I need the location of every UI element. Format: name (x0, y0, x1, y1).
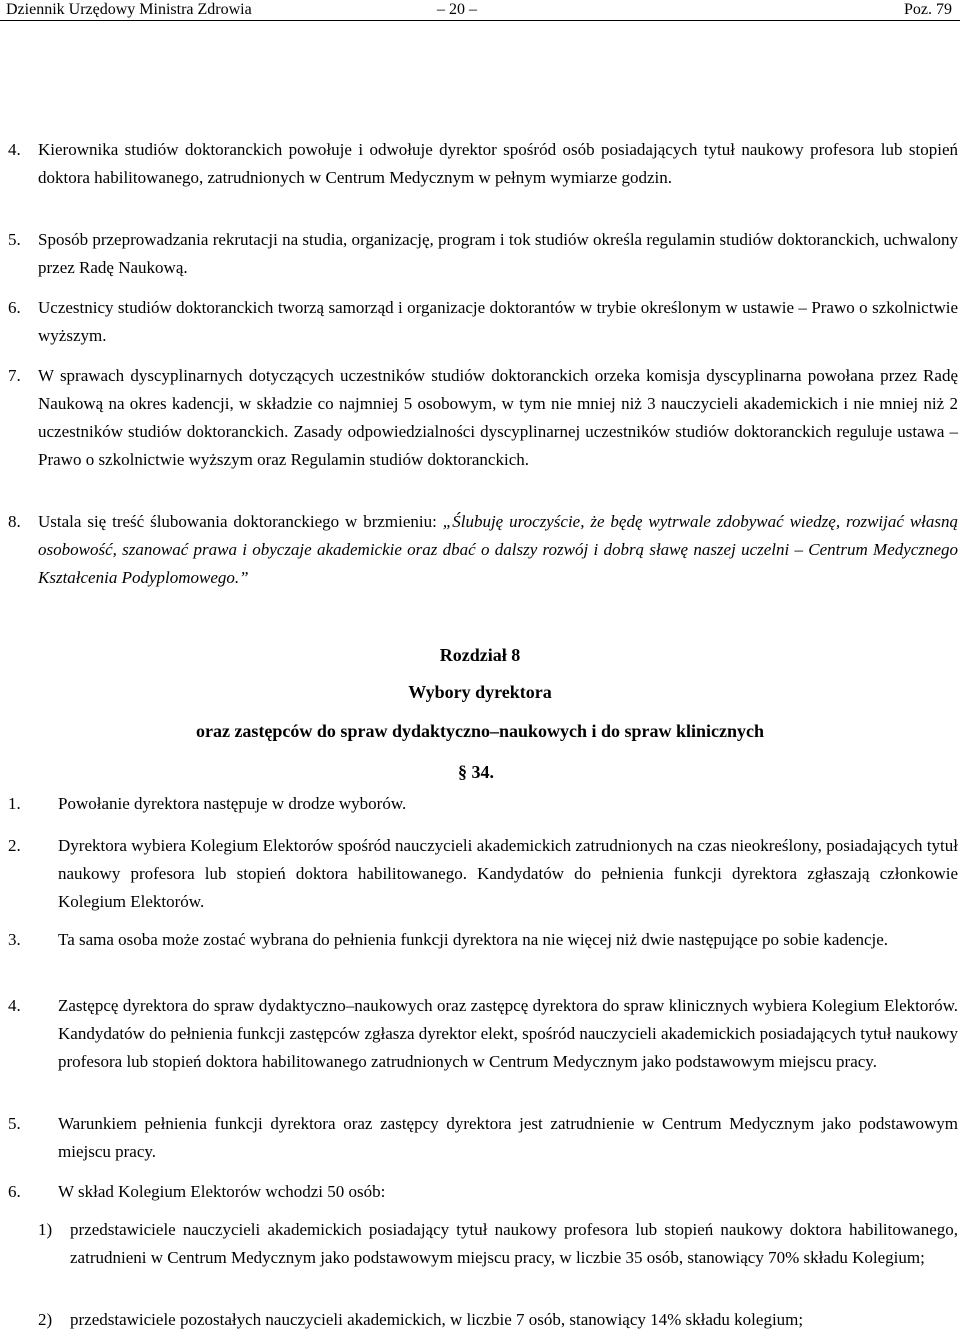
paragraph-number: 1. (8, 794, 21, 813)
chapter-subtitle-1: Wybory dyrektora (408, 682, 552, 702)
page-header (0, 0, 960, 21)
paragraph-text: Ta sama osoba może zostać wybrana do pełnienia funkcji dyrektora na nie więcej niż dwie następujące po sobie kadencje. (58, 930, 889, 949)
section-symbol: § 34. (458, 762, 494, 782)
paragraph-number: 8. (8, 512, 21, 531)
section-paragraph-1 (8, 790, 958, 818)
paragraph-number: 6. (8, 298, 21, 317)
paragraph-text: Kierownika studiów doktoranckich powołuje i odwołuje dyrektor spośród osób posiadających tytuł naukowy profesora lub stopień doktora habilitowanego, zatrudnionych w Centrum Medycznym w pełnym wymiarze godzin. (38, 140, 958, 187)
section-paragraph-4 (8, 992, 958, 1076)
oath-text: „Ślubuję uroczyście, że będę wytrwale zdobywać wiedzę, rozwijać własną osobowość, szanować prawa i obyczaje akademickie oraz dbać o dalszy rozwój i dobrą sławę naszej uczelni – Centrum Medycznego Kształcenia Podyplomowego.” (38, 512, 958, 587)
paragraph-4 (8, 136, 958, 192)
list-number: 1) (38, 1220, 53, 1239)
paragraph-text: Powołanie dyrektora następuje w drodze wyborów. (58, 794, 407, 813)
page-number: – 20 – (437, 1, 477, 18)
paragraph-text: Uczestnicy studiów doktoranckich tworzą samorząd i organizacje doktorantów w trybie określonym w ustawie – Prawo o szkolnictwie wyższym. (38, 298, 958, 345)
paragraph-number: 4. (8, 140, 21, 159)
list-item-2 (8, 1306, 958, 1334)
item-position: Poz. 79 (904, 1, 952, 18)
chapter-subtitle-2: oraz zastępców do spraw dydaktyczno–naukowych i do spraw klinicznych (195, 721, 765, 741)
section-paragraph-5 (8, 1110, 958, 1166)
list-item-1 (8, 1216, 958, 1272)
paragraph-number: 5. (8, 1114, 21, 1133)
paragraph-number: 5. (8, 230, 21, 249)
list-text: przedstawiciele pozostałych nauczycieli akademickich, w liczbie 7 osób, stanowiący 14% składu kolegium; (70, 1310, 804, 1329)
paragraph-8-oath (8, 508, 958, 592)
paragraph-text: W sprawach dyscyplinarnych dotyczących uczestników studiów doktoranckich orzeka komisja dyscyplinarna powołana przez Radę Naukową na okres kadencji, w składzie co najmniej 5 osobowym, w tym nie mniej niż 3 nauczycieli akademickich i nie mniej niż 2 uczestników studiów doktoranckich. Zasady odpowiedzialności dyscyplinarnej uczestników studiów doktoranckich reguluje ustawa – Prawo o szkolnictwie wyższym oraz Regulamin studiów doktoranckich. (38, 366, 958, 469)
list-number: 2) (38, 1310, 53, 1329)
section-paragraph-2 (8, 832, 958, 916)
paragraph-number: 4. (8, 996, 21, 1015)
paragraph-6 (8, 294, 958, 350)
list-text: przedstawiciele nauczycieli akademickich posiadający tytuł naukowy profesora lub stopień naukowy doktora habilitowanego, zatrudnieni w Centrum Medycznym jako podstawowym miejscu pracy, w liczbie 35 osób, stanowiący 70% składu Kolegium; (70, 1220, 958, 1267)
paragraph-text (8, 508, 958, 592)
paragraph-number: 2. (8, 836, 21, 855)
chapter-title: Rozdział 8 (439, 645, 521, 665)
paragraph-number: 7. (8, 366, 21, 385)
section-paragraph-3 (8, 926, 958, 954)
paragraph-text: W skład Kolegium Elektorów wchodzi 50 osób: (58, 1182, 386, 1201)
paragraph-5 (8, 226, 958, 282)
section-paragraph-6 (8, 1178, 958, 1206)
paragraph-text: Dyrektora wybiera Kolegium Elektorów spośród nauczycieli akademickich zatrudnionych na czas nieokreślony, posiadających tytuł naukowy profesora lub stopień doktora habilitowanego. Kandydatów do pełnienia funkcji dyrektora zgłaszają członkowie Kolegium Elektorów. (58, 836, 958, 911)
paragraph-text: Zastępcę dyrektora do spraw dydaktyczno–naukowych oraz zastępcę dyrektora do spraw klinicznych wybiera Kolegium Elektorów. Kandydatów do pełnienia funkcji zastępców zgłasza dyrektor elekt, spośród nauczycieli akademickich posiadających tytuł naukowy profesora lub stopień doktora habilitowanego zatrudnionych w Centrum Medycznym jako podstawowym miejscu pracy. (58, 996, 958, 1071)
paragraph-7 (8, 362, 958, 474)
oath-intro: Ustala się treść ślubowania doktoranckiego w brzmieniu: (38, 512, 443, 531)
paragraph-number: 6. (8, 1182, 21, 1201)
paragraph-number: 3. (8, 930, 21, 949)
paragraph-text: Warunkiem pełnienia funkcji dyrektora oraz zastępcy dyrektora jest zatrudnienie w Centrum Medycznym jako podstawowym miejscu pracy. (58, 1114, 958, 1161)
paragraph-text: Sposób przeprowadzania rekrutacji na studia, organizację, program i tok studiów określa regulamin studiów doktoranckich, uchwalony przez Radę Naukową. (38, 230, 958, 277)
journal-title: Dziennik Urzędowy Ministra Zdrowia (6, 1, 252, 18)
